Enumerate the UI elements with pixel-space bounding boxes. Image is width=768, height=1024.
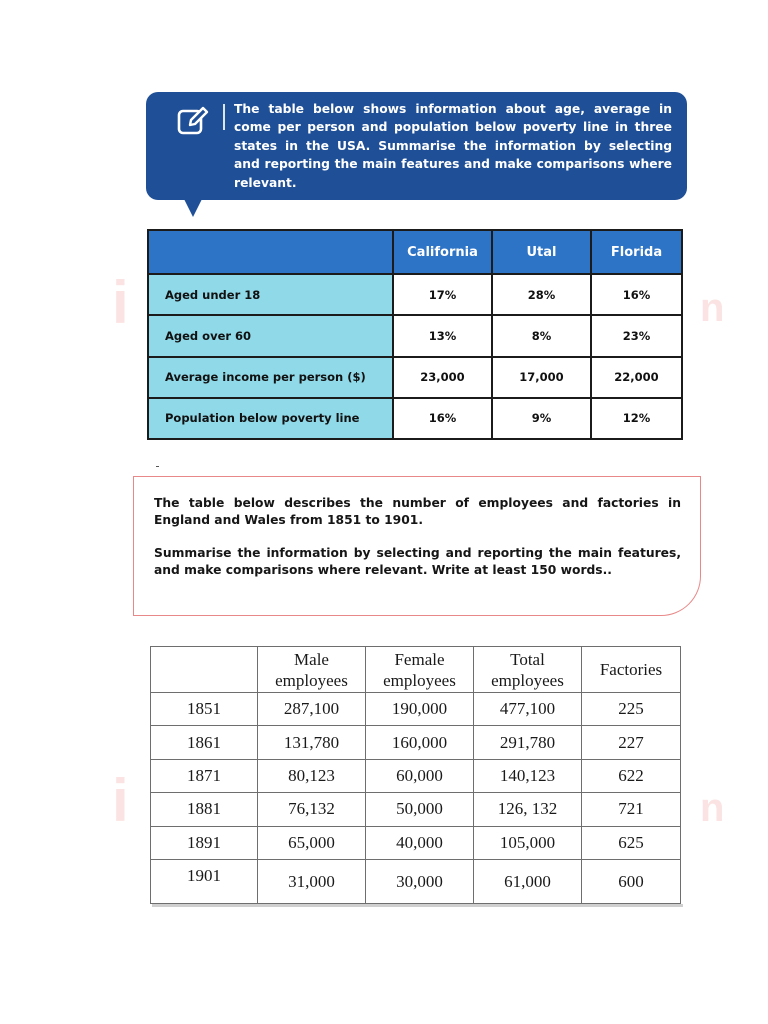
- table-header-row: [148, 230, 682, 274]
- table-cell: 16%: [393, 398, 492, 439]
- year-cell: 1871: [151, 759, 258, 792]
- year-cell: 1861: [151, 726, 258, 759]
- table-shadow: [152, 904, 683, 907]
- edit-icon: [176, 104, 210, 138]
- column-header: Florida: [591, 230, 682, 274]
- table-cell: 131,780: [258, 726, 366, 759]
- table-cell: 287,100: [258, 693, 366, 726]
- separator-mark: [156, 466, 159, 467]
- row-label: Average income per person ($): [148, 357, 393, 398]
- row-label: Aged under 18: [148, 274, 393, 315]
- table-row: [148, 398, 682, 439]
- table-cell: 105,000: [474, 826, 582, 859]
- table-cell: 22,000: [591, 357, 682, 398]
- table-cell: 160,000: [366, 726, 474, 759]
- table-cell: 225: [582, 693, 681, 726]
- watermark-left-2: i: [112, 767, 129, 834]
- table-cell: 600: [582, 860, 681, 904]
- table-cell: 477,100: [474, 693, 582, 726]
- table-cell: 13%: [393, 315, 492, 356]
- table-cell: 76,132: [258, 793, 366, 826]
- england-wales-table: [150, 646, 681, 904]
- column-header: Total employees: [474, 647, 582, 693]
- table-cell: 23,000: [393, 357, 492, 398]
- table-cell: 40,000: [366, 826, 474, 859]
- prompt-divider: [223, 104, 225, 130]
- table-cell: 126, 132: [474, 793, 582, 826]
- column-header: Utal: [492, 230, 591, 274]
- year-cell: 1881: [151, 793, 258, 826]
- table-row: [151, 826, 681, 859]
- table-cell: 61,000: [474, 860, 582, 904]
- table-cell: 16%: [591, 274, 682, 315]
- year-cell: 1851: [151, 693, 258, 726]
- table-cell: 625: [582, 826, 681, 859]
- table-cell: 291,780: [474, 726, 582, 759]
- table-row: [148, 274, 682, 315]
- header-corner-cell: [151, 647, 258, 693]
- watermark-left-1: i: [112, 269, 129, 336]
- table-cell: 622: [582, 759, 681, 792]
- task-prompt-card: [146, 92, 687, 200]
- table-row: [148, 357, 682, 398]
- table-cell: 30,000: [366, 860, 474, 904]
- column-header: Female employees: [366, 647, 474, 693]
- table-row: [151, 693, 681, 726]
- prompt2-line1: The table below describes the number of employees and factories in England and Wales from 1851 to 1901.: [154, 496, 681, 527]
- watermark-right-2: n: [700, 786, 725, 830]
- table-cell: 17%: [393, 274, 492, 315]
- prompt2-line2: Summarise the information by selecting and reporting the main features, and make comparisons where relevant. Write at least 150 words..: [154, 546, 681, 577]
- table-cell: 17,000: [492, 357, 591, 398]
- table-row: [151, 726, 681, 759]
- table-cell: 721: [582, 793, 681, 826]
- table-cell: 8%: [492, 315, 591, 356]
- table-cell: 65,000: [258, 826, 366, 859]
- row-label: Aged over 60: [148, 315, 393, 356]
- table-cell: 140,123: [474, 759, 582, 792]
- year-cell: 1901: [151, 860, 258, 904]
- table-row: [151, 793, 681, 826]
- table-cell: 28%: [492, 274, 591, 315]
- task-prompt-text: The table below shows information about age, average in come per person and population below poverty line in three states in the USA. Summarise the information by selecting and reporting the main features and make comparisons where relevant.: [234, 102, 672, 190]
- table-row: [151, 860, 681, 904]
- task-prompt-card-2: [133, 476, 701, 616]
- table-cell: 227: [582, 726, 681, 759]
- year-cell: 1891: [151, 826, 258, 859]
- table-header-row: [151, 647, 681, 693]
- watermark-right-1: n: [700, 286, 725, 330]
- usa-states-table: [147, 229, 683, 440]
- table-cell: 23%: [591, 315, 682, 356]
- table-row: [151, 759, 681, 792]
- table-cell: 12%: [591, 398, 682, 439]
- column-header: California: [393, 230, 492, 274]
- prompt-tail: [184, 199, 202, 217]
- table-cell: 80,123: [258, 759, 366, 792]
- table-cell: 190,000: [366, 693, 474, 726]
- table-cell: 60,000: [366, 759, 474, 792]
- column-header: Factories: [582, 647, 681, 693]
- table-cell: 9%: [492, 398, 591, 439]
- row-label: Population below poverty line: [148, 398, 393, 439]
- header-corner-cell: [148, 230, 393, 274]
- table-row: [148, 315, 682, 356]
- column-header: Male employees: [258, 647, 366, 693]
- table-cell: 31,000: [258, 860, 366, 904]
- table-cell: 50,000: [366, 793, 474, 826]
